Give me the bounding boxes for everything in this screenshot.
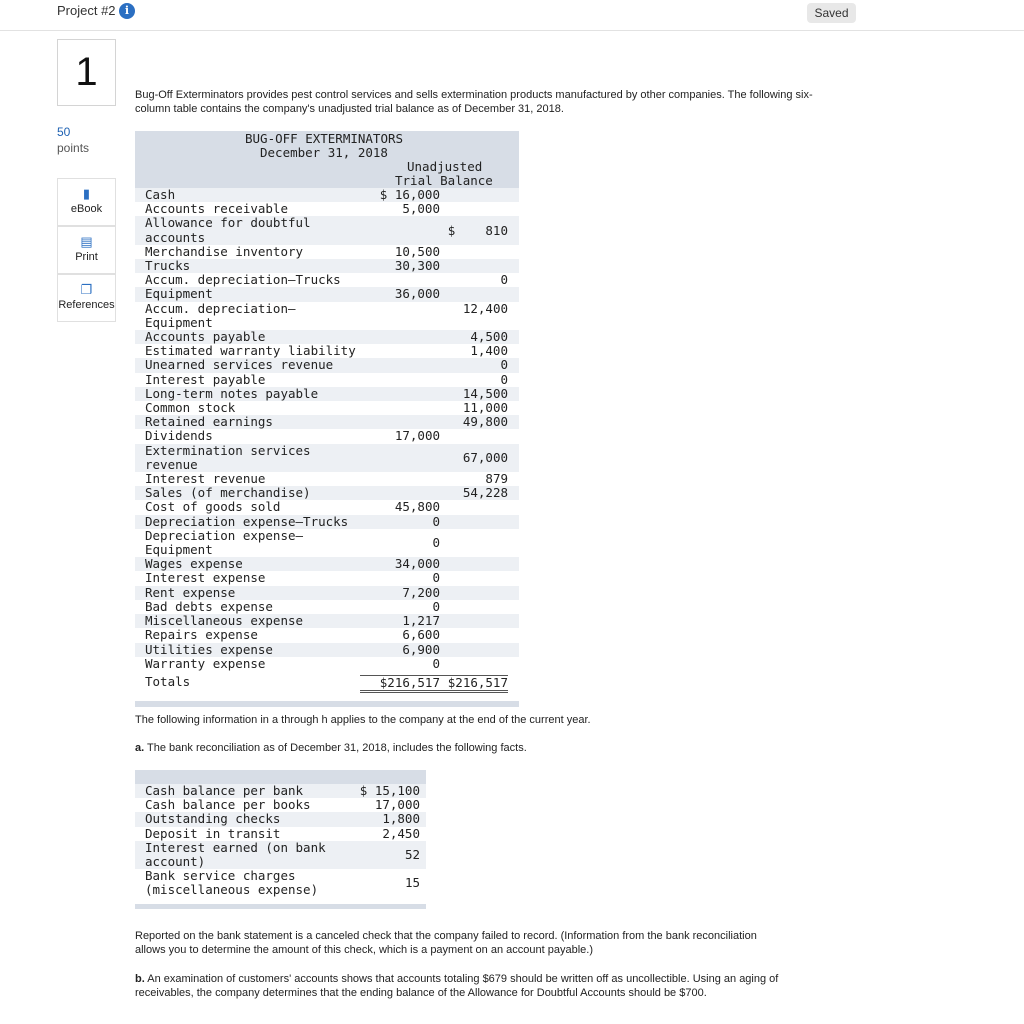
table-row xyxy=(135,600,519,614)
bank-reconciliation-table xyxy=(135,770,426,909)
credit-amount: 49,800 xyxy=(462,414,508,430)
debit-amount: 10,500 xyxy=(394,243,440,259)
credit-amount xyxy=(440,259,508,273)
bank-rec-label: Bank service charges (miscellaneous expense) xyxy=(145,868,319,898)
debit-amount: 30,300 xyxy=(394,258,440,274)
debit-amount: 17,000 xyxy=(394,428,440,444)
table-row xyxy=(135,557,519,571)
column-header-trial-balance: Trial Balance xyxy=(395,173,493,188)
totals-debit: $216,517 xyxy=(360,675,440,693)
bank-rec-label: Interest earned (on bank account) xyxy=(145,839,326,870)
account-name: Allowance for doubtful accounts xyxy=(145,215,311,245)
table-row xyxy=(135,188,519,202)
debit-amount: 36,000 xyxy=(394,286,440,302)
credit-amount xyxy=(440,571,508,585)
bank-rec-amount: 15 xyxy=(404,875,420,891)
debit-amount: 7,200 xyxy=(402,584,440,600)
following-info-text xyxy=(135,713,785,727)
item-b-letter: b. xyxy=(135,973,145,985)
table-row xyxy=(135,614,519,628)
table-row xyxy=(135,869,426,897)
account-name: Equipment xyxy=(145,286,213,302)
account-name: Estimated warranty liability xyxy=(145,343,356,359)
account-name: Accum. depreciation—Trucks xyxy=(145,272,341,288)
debit-amount: 34,000 xyxy=(394,556,440,572)
bank-rec-amount: 2,450 xyxy=(382,825,420,841)
account-name: Extermination services revenue xyxy=(145,442,311,472)
credit-amount xyxy=(440,557,508,571)
table-row xyxy=(135,373,519,387)
company-name: BUG-OFF EXTERMINATORS xyxy=(245,131,404,146)
debit-amount xyxy=(360,302,440,330)
account-name: Accum. depreciation—Equipment xyxy=(145,300,296,330)
totals-row xyxy=(135,671,519,693)
credit-amount: 11,000 xyxy=(462,400,508,416)
debit-amount: 6,600 xyxy=(402,627,440,643)
credit-amount: 12,400 xyxy=(462,300,508,316)
account-name: Warranty expense xyxy=(145,655,266,671)
bank-rec-body xyxy=(135,784,426,898)
bank-rec-header-bar xyxy=(135,770,426,784)
table-row xyxy=(135,429,519,443)
credit-amount: 54,228 xyxy=(462,485,508,501)
project-title: Project #2 xyxy=(57,3,116,18)
trial-balance-table xyxy=(135,131,519,707)
item-a-letter: a. xyxy=(135,742,145,754)
account-name: Repairs expense xyxy=(145,627,258,643)
debit-amount: $ 16,000 xyxy=(379,187,440,202)
debit-amount: 0 xyxy=(432,534,440,550)
bank-rec-amount: 17,000 xyxy=(374,797,420,813)
debit-amount: 0 xyxy=(432,655,440,671)
table-row xyxy=(135,798,426,812)
account-name: Depreciation expense—Equipment xyxy=(145,527,304,558)
table-footer-bar xyxy=(135,701,519,707)
credit-amount xyxy=(440,628,508,642)
table-row xyxy=(135,784,426,798)
table-row xyxy=(135,841,426,869)
ebook-button[interactable] xyxy=(57,178,116,226)
table-row xyxy=(135,245,519,259)
account-name: Wages expense xyxy=(145,556,243,572)
credit-amount xyxy=(440,600,508,614)
account-name: Merchandise inventory xyxy=(145,243,304,259)
table-row xyxy=(135,401,519,415)
references-label: References xyxy=(58,299,115,311)
debit-amount: 0 xyxy=(432,513,440,529)
bank-rec-label: Outstanding checks xyxy=(145,811,281,827)
debit-amount xyxy=(360,358,440,372)
intro-text: Bug-Off Exterminators provides pest control services and sells extermination products manufactured by other companies. The following six-column table contains the company's unadjusted trial balance as of December 31, 2018. xyxy=(135,89,813,115)
credit-amount xyxy=(440,614,508,628)
credit-amount xyxy=(440,515,508,529)
debit-amount xyxy=(360,415,440,429)
account-name: Retained earnings xyxy=(145,414,273,430)
account-name: Cash xyxy=(145,187,176,202)
debit-amount xyxy=(360,401,440,415)
following-text: The following information in a through h applies to the company at the end of the current year. xyxy=(135,714,591,726)
debit-amount xyxy=(360,486,440,500)
trial-balance-body xyxy=(135,188,519,671)
bank-rec-footer-bar xyxy=(135,904,426,909)
debit-amount: 5,000 xyxy=(402,201,440,217)
question-number: 1 xyxy=(57,39,116,106)
account-name: Trucks xyxy=(145,258,191,274)
printer-icon: ▤ xyxy=(80,234,93,249)
debit-amount: 0 xyxy=(432,598,440,614)
account-name: Depreciation expense—Trucks xyxy=(145,513,349,529)
debit-amount xyxy=(360,387,440,401)
ebook-label: eBook xyxy=(70,203,103,215)
credit-amount: 67,000 xyxy=(462,449,508,465)
bank-rec-label: Deposit in transit xyxy=(145,825,281,841)
account-name: Common stock xyxy=(145,400,236,416)
debit-amount xyxy=(360,344,440,358)
table-row xyxy=(135,302,519,330)
table-row xyxy=(135,358,519,372)
bank-rec-amount: 52 xyxy=(404,846,420,862)
credit-amount: 0 xyxy=(500,357,508,373)
table-row xyxy=(135,586,519,600)
book-icon: ▮ xyxy=(82,186,91,201)
account-name: Utilities expense xyxy=(145,641,273,657)
table-row xyxy=(135,259,519,273)
bank-rec-amount: $ 15,100 xyxy=(359,783,420,798)
table-row xyxy=(135,387,519,401)
print-button[interactable] xyxy=(57,226,116,274)
item-a-body: The bank reconciliation as of December 31, 2018, includes the following facts. xyxy=(147,742,527,754)
table-row xyxy=(135,415,519,429)
table-row xyxy=(135,287,519,301)
item-b-text xyxy=(135,972,785,1000)
account-name: Long-term notes payable xyxy=(145,385,319,401)
credit-amount: 1,400 xyxy=(470,343,508,359)
table-row xyxy=(135,273,519,287)
account-name: Unearned services revenue xyxy=(145,357,334,373)
debit-amount xyxy=(360,273,440,287)
account-name: Dividends xyxy=(145,428,213,444)
credit-amount: $ 810 xyxy=(447,222,508,238)
credit-amount xyxy=(440,287,508,301)
table-row xyxy=(135,500,519,514)
credit-amount xyxy=(440,643,508,657)
credit-amount xyxy=(440,202,508,216)
credit-amount xyxy=(440,500,508,514)
points-label: points xyxy=(57,141,90,155)
table-row xyxy=(135,812,426,826)
saved-badge: Saved xyxy=(807,3,856,23)
table-row xyxy=(135,657,519,671)
column-header-unadjusted: Unadjusted xyxy=(407,159,483,174)
debit-amount xyxy=(360,373,440,387)
table-row xyxy=(135,472,519,486)
bank-rec-amount: 1,800 xyxy=(382,811,420,827)
totals-credit: $216,517 xyxy=(440,675,508,693)
copy-icon: ❐ xyxy=(80,282,93,297)
account-name: Miscellaneous expense xyxy=(145,613,304,629)
debit-amount xyxy=(360,330,440,344)
credit-amount xyxy=(440,657,508,671)
account-name: Interest revenue xyxy=(145,471,266,487)
table-row xyxy=(135,486,519,500)
bank-rec-label: Cash balance per bank xyxy=(145,783,304,798)
references-button[interactable] xyxy=(57,274,116,322)
debit-amount: 1,217 xyxy=(402,613,440,629)
credit-amount: 0 xyxy=(500,371,508,387)
table-row xyxy=(135,643,519,657)
credit-amount xyxy=(440,429,508,443)
debit-amount: 0 xyxy=(432,570,440,586)
credit-amount: 879 xyxy=(485,471,508,487)
item-b-body: An examination of customers' accounts shows that accounts totaling $679 should be written off as uncollectible. Using an aging of receivables, the company determines that the ending balance of the Allowance for Doubtful Accounts should be $700. xyxy=(135,973,779,999)
account-name: Rent expense xyxy=(145,584,236,600)
credit-amount: 14,500 xyxy=(462,385,508,401)
bank-rec-label: Cash balance per books xyxy=(145,797,311,813)
table-row xyxy=(135,344,519,358)
account-name: Accounts payable xyxy=(145,329,266,345)
table-row xyxy=(135,827,426,841)
table-date: December 31, 2018 xyxy=(260,145,388,160)
trial-balance-header xyxy=(135,131,519,188)
credit-amount xyxy=(440,586,508,600)
info-icon[interactable]: i xyxy=(119,3,135,19)
table-row xyxy=(135,202,519,216)
reported-text: Reported on the bank statement is a canceled check that the company failed to record. (Information from the bank reconciliation allows you to determine the amount of this check, which is a payment on an account payable.) xyxy=(135,930,757,956)
item-a-text xyxy=(135,741,785,755)
table-row xyxy=(135,628,519,642)
table-row xyxy=(135,330,519,344)
credit-amount xyxy=(440,245,508,259)
account-name: Cost of goods sold xyxy=(145,499,281,515)
account-name: Interest payable xyxy=(145,371,266,387)
account-name: Sales (of merchandise) xyxy=(145,485,311,501)
table-row xyxy=(135,444,519,472)
credit-amount xyxy=(440,188,508,202)
points-value: 50 xyxy=(57,125,71,139)
debit-amount: 45,800 xyxy=(394,499,440,515)
debit-amount xyxy=(360,472,440,486)
debit-amount: 6,900 xyxy=(402,641,440,657)
top-bar xyxy=(0,0,1024,31)
table-row xyxy=(135,529,519,557)
credit-amount: 4,500 xyxy=(470,329,508,345)
table-row xyxy=(135,571,519,585)
totals-label: Totals xyxy=(145,673,191,689)
table-row xyxy=(135,515,519,529)
account-name: Bad debts expense xyxy=(145,598,273,614)
table-row xyxy=(135,216,519,244)
account-name: Interest expense xyxy=(145,570,266,586)
account-name: Accounts receivable xyxy=(145,201,288,217)
print-label: Print xyxy=(75,251,98,263)
credit-amount: 0 xyxy=(500,272,508,288)
